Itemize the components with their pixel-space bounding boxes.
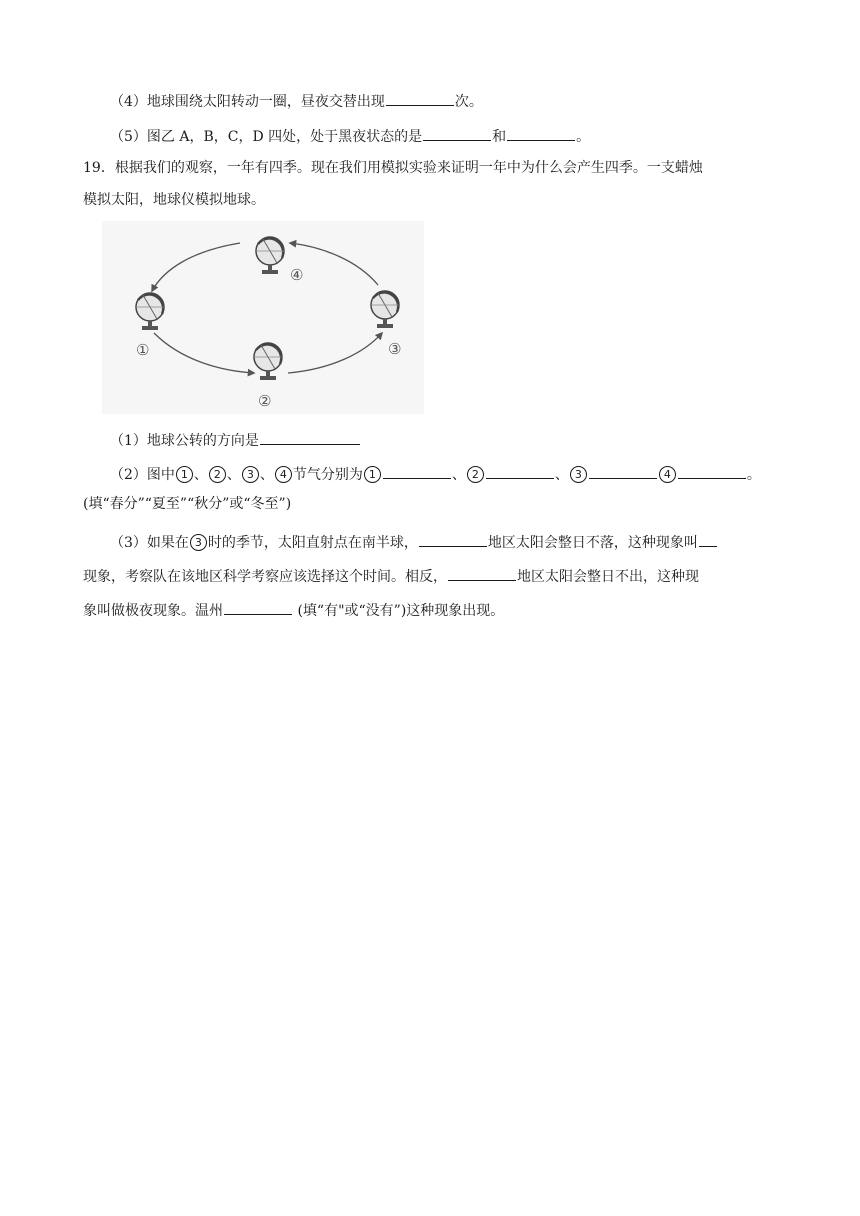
q19-part3-line2: [83, 564, 699, 587]
q18-part5-tail: 。: [576, 129, 591, 145]
circled-number-2: 2: [209, 466, 226, 483]
orbit-arrow: [152, 243, 240, 291]
globe-icon: [256, 237, 284, 274]
q19-part3-text-a: 时的季节，太阳直射点在南半球，: [207, 535, 418, 551]
circled-number-3: 3: [190, 534, 207, 551]
answer-blank[interactable]: [589, 462, 657, 479]
q18-part4-tail: 次。: [454, 94, 483, 110]
separator: 、: [451, 467, 466, 483]
globe-icon: [254, 343, 282, 380]
position-label-2: ②: [258, 392, 272, 410]
q19-part3-line2b: 地区太阳会整日不出，这种现: [517, 569, 699, 585]
q19-part3-line3a: 象叫做极夜现象。温州: [83, 603, 223, 619]
circled-number-1: 1: [176, 466, 193, 483]
q18-part4-text: （4）地球围绕太阳转动一圈，昼夜交替出现: [110, 94, 385, 110]
answer-blank[interactable]: [386, 89, 454, 106]
q19-part3-prefix: （3）如果在: [110, 535, 189, 551]
circled-number-2: 2: [467, 466, 484, 483]
orbit-arrow: [154, 333, 254, 373]
answer-blank[interactable]: [260, 428, 360, 445]
q19-part2-prefix: （2）图中: [110, 467, 175, 483]
separator: 、: [259, 467, 274, 483]
position-label-4: ④: [290, 266, 304, 284]
answer-blank[interactable]: [383, 462, 451, 479]
globe-icon: [136, 293, 164, 330]
q19-part1-text: （1）地球公转的方向是: [110, 433, 259, 449]
answer-blank[interactable]: [423, 124, 491, 141]
answer-blank[interactable]: [699, 530, 717, 547]
q19-stem-line2: [83, 190, 265, 210]
circled-number-3: 3: [242, 466, 259, 483]
q19-part1: [110, 428, 361, 451]
answer-blank[interactable]: [224, 598, 292, 615]
q19-part3-line2a: 现象，考察队在该地区科学考察应该选择这个时间。相反，: [83, 569, 447, 585]
orbit-figure: [102, 221, 424, 414]
answer-blank[interactable]: [486, 462, 554, 479]
q19-part2-mid: 节气分别为: [292, 467, 363, 483]
circled-number-3: 3: [570, 466, 587, 483]
answer-blank[interactable]: [678, 462, 746, 479]
q18-part4: [110, 89, 483, 112]
answer-blank[interactable]: [448, 564, 516, 581]
q18-part5: [110, 124, 590, 147]
q19-stem-text-2: 模拟太阳，地球仪模拟地球。: [83, 192, 265, 208]
q19-part2-hint-text: (填“春分”“夏至”“秋分”或“冬至”): [83, 496, 292, 512]
q19-part3-line1: [110, 530, 718, 553]
separator: 、: [554, 467, 569, 483]
q19-part2: [110, 462, 761, 485]
q19-stem-line1: [83, 158, 703, 178]
q18-part5-and: 和: [492, 129, 507, 145]
answer-blank[interactable]: [507, 124, 575, 141]
q19-part3-line3: [83, 598, 504, 621]
globe-icon: [371, 291, 399, 328]
circled-number-1: 1: [364, 466, 381, 483]
orbit-diagram: [102, 221, 424, 414]
answer-blank[interactable]: [419, 530, 487, 547]
q19-stem-text: ．根据我们的观察，一年有四季。现在我们用模拟实验来证明一年中为什么会产生四季。一支蜡烛: [100, 160, 703, 176]
orbit-arrow: [288, 333, 382, 373]
circled-number-4: 4: [275, 466, 292, 483]
separator: 、: [226, 467, 241, 483]
question-number: 19: [83, 160, 101, 176]
position-label-1: ①: [136, 341, 150, 359]
q19-part2-end: 。: [746, 467, 761, 483]
q19-part3-line3b: (填“有"或“没有”)这种现象出现。: [293, 603, 505, 619]
position-label-3: ③: [388, 340, 402, 358]
separator: 、: [193, 467, 208, 483]
circled-number-4: 4: [659, 466, 676, 483]
q19-part3-text-b: 地区太阳会整日不落，这种现象叫: [487, 535, 698, 551]
q18-part5-text: （5）图乙 A，B，C，D 四处，处于黑夜状态的是: [110, 129, 423, 145]
q19-part2-hint: [83, 494, 291, 514]
